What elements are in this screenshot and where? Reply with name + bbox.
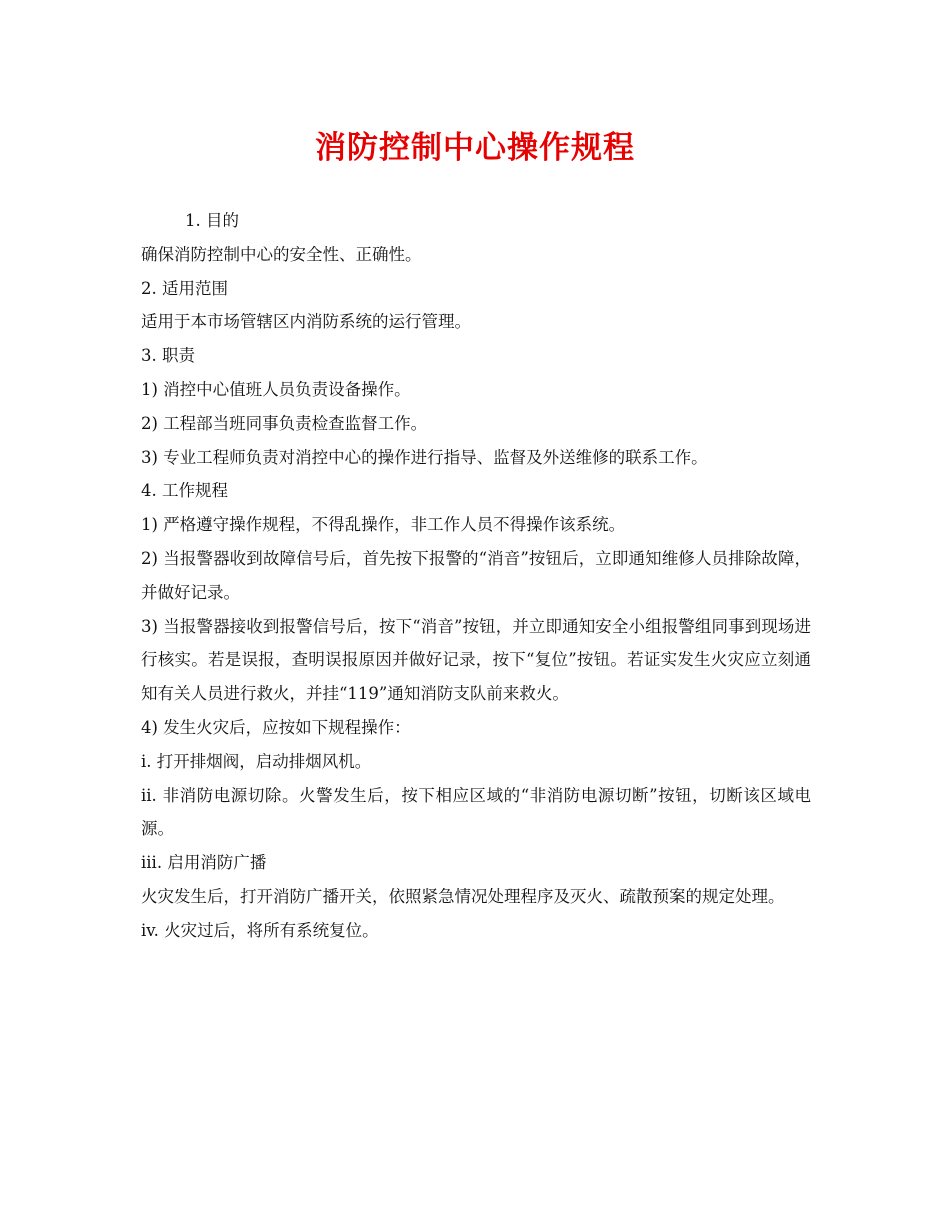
document-body: [141, 204, 811, 948]
section-heading-procedures: 4. 工作规程: [141, 481, 228, 501]
section-heading-responsibilities: 3. 职责: [141, 346, 195, 366]
sub-item-ii: ii. 非消防电源切除。火警发生后，按下相应区域的“非消防电源切断”按钮，切断该区域电源。: [141, 785, 811, 839]
sub-item-iii: iii. 启用消防广播: [141, 853, 267, 873]
section-heading-purpose: 1. 目的: [185, 211, 239, 230]
list-item-responsibility-3: 3) 专业工程师负责对消控中心的操作进行指导、监督及外送维修的联系工作。: [141, 447, 708, 467]
list-item-procedure-1: 1) 严格遵守操作规程，不得乱操作，非工作人员不得操作该系统。: [141, 515, 626, 535]
paragraph-scope: 适用于本市场管辖区内消防系统的运行管理。: [141, 312, 471, 332]
paragraph-broadcast: 火灾发生后，打开消防广播开关，依照紧急情况处理程序及灭火、疏散预案的规定处理。: [141, 886, 785, 906]
list-item-procedure-4: 4) 发生火灾后，应按如下规程操作：: [141, 717, 411, 737]
sub-item-i: i. 打开排烟阀，启动排烟风机。: [141, 751, 372, 771]
list-item-procedure-2: 2) 当报警器收到故障信号后，首先按下报警的“消音”按钮后，立即通知维修人员排除故障，并做好记录。: [141, 548, 811, 602]
list-item-responsibility-1: 1) 消控中心值班人员负责设备操作。: [141, 379, 411, 399]
list-item-responsibility-2: 2) 工程部当班同事负责检查监督工作。: [141, 413, 428, 433]
paragraph-purpose: 确保消防控制中心的安全性、正确性。: [141, 244, 422, 264]
document-title: 消防控制中心操作规程: [315, 130, 635, 166]
list-item-procedure-3: 3) 当报警器接收到报警信号后，按下“消音”按钮，并立即通知安全小组报警组同事到现场进行核实。若是误报，查明误报原因并做好记录，按下“复位”按钮。若证实发生火灾应立刻通知有关人员进行救火，并挂“119”通知消防支队前来救火。: [141, 616, 811, 704]
section-heading-scope: 2. 适用范围: [141, 278, 228, 298]
sub-item-iv: iv. 火灾过后，将所有系统复位。: [141, 920, 379, 940]
